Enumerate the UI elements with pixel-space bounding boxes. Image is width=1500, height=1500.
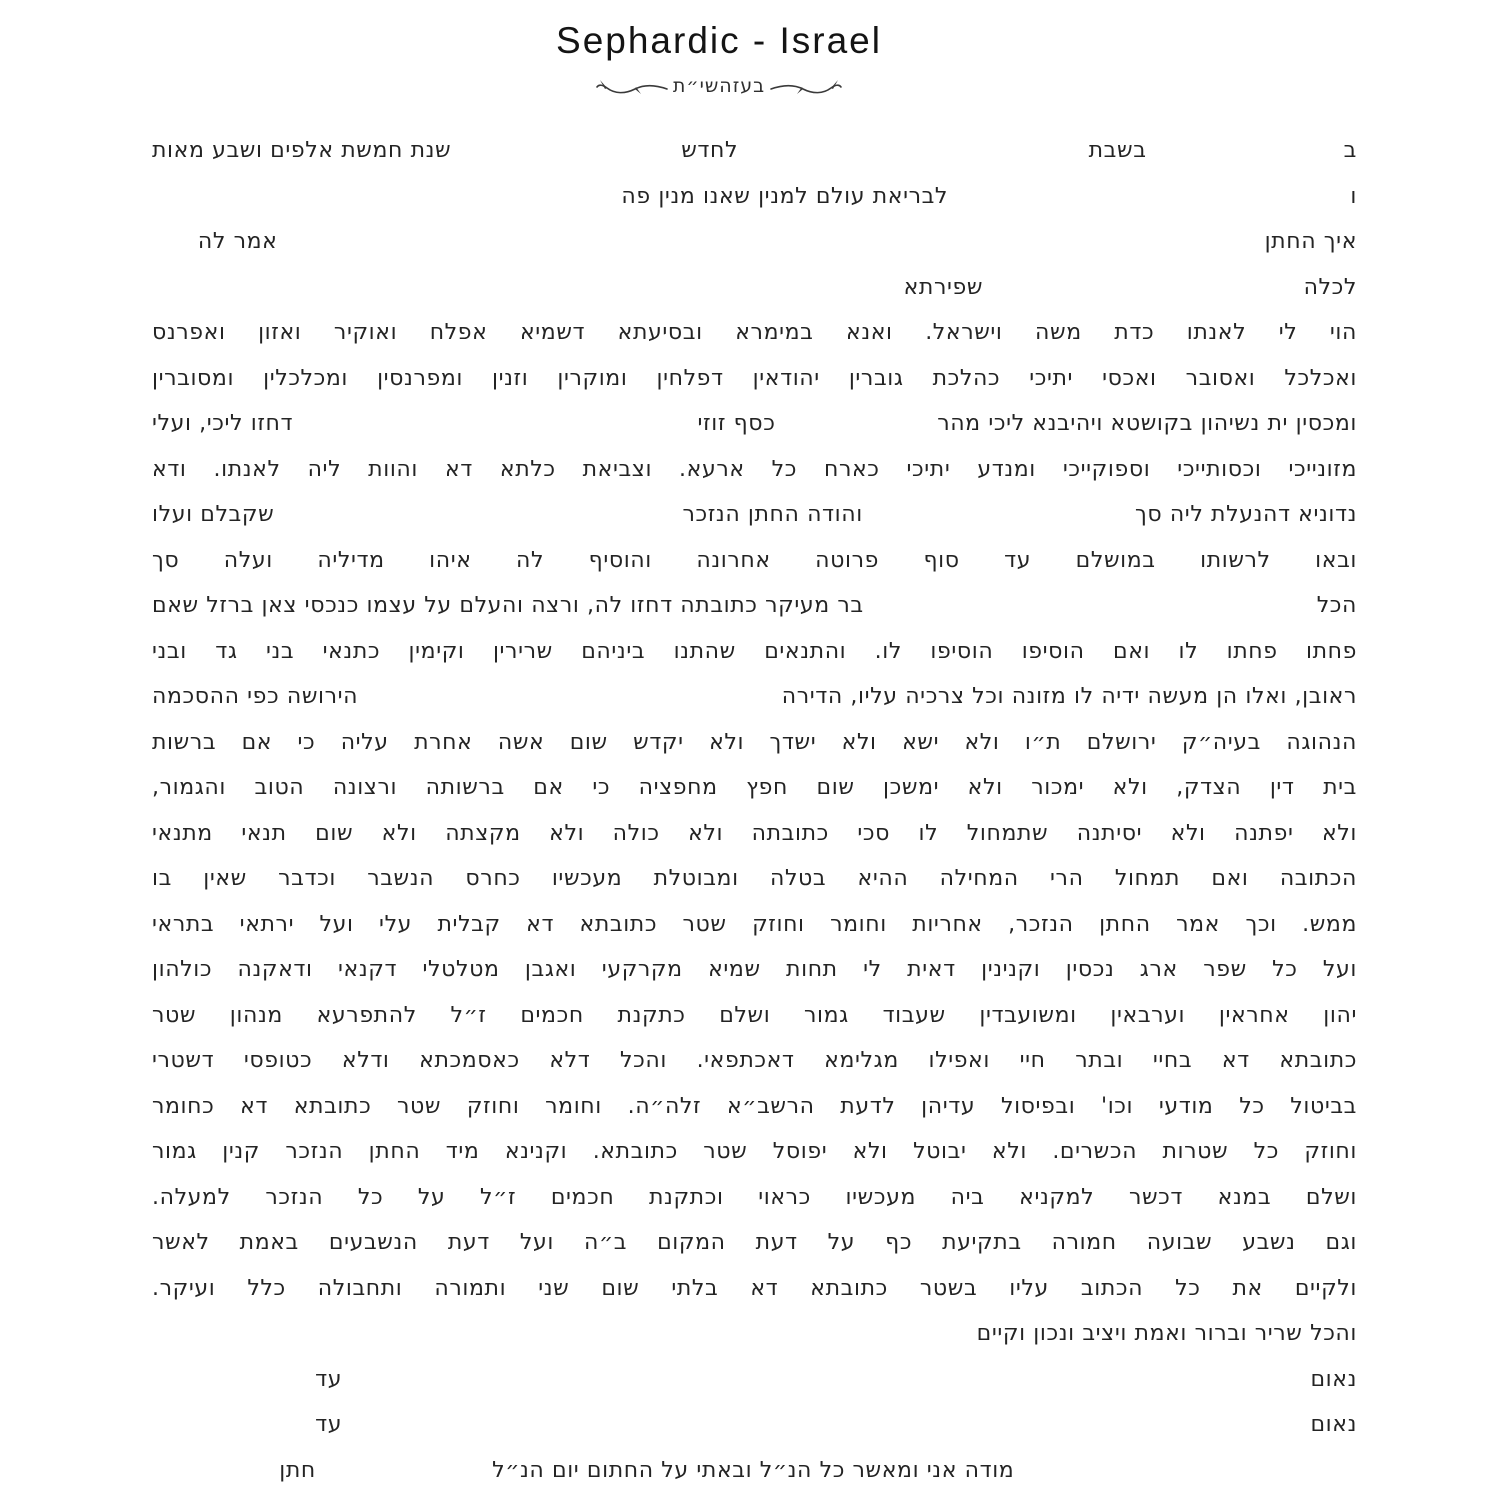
- ketubah-line: [152, 765, 1357, 811]
- text-segment: ולא יפתנה ולא יסיתנה שתמחול לו סכי כתובתה ולא כולה ולא מקצתה ולא שום תנאי מתנאי: [152, 820, 1357, 846]
- text-segment: נדוניא דהנעלת ליה סך: [1134, 502, 1357, 527]
- text-segment: בשבת: [1088, 138, 1147, 163]
- fill-in-blank: [948, 202, 1350, 203]
- text-segment: ומכסין ית נשיהון בקושטא ויהיבנא ליכי מהר: [937, 411, 1357, 436]
- ketubah-line: [152, 1311, 1357, 1357]
- fill-in-blank: [152, 1476, 279, 1477]
- fill-in-blank: [277, 247, 1264, 248]
- page-title: Sephardic - Israel: [556, 20, 882, 61]
- text-segment: והכל שריר וברור ואמת ויציב ונכון וקיים: [976, 1321, 1357, 1346]
- text-segment: ראובן, ואלו הן מעשה ידיה לו מזונה וכל צרכיה עליו, הדירה: [781, 684, 1357, 709]
- ketubah-body: [152, 128, 1357, 1493]
- text-segment: בית דין הצדק, ולא ימכור ולא ימשכן שום חפץ מחפציה כי אם ברשותה ורצונה הטוב והגמור,: [152, 775, 1357, 800]
- ketubah-line: [152, 947, 1357, 993]
- fill-in-blank: [152, 1430, 315, 1431]
- ketubah-line: [152, 1357, 1357, 1403]
- text-segment: עד: [315, 1412, 343, 1437]
- text-segment: וגם נשבע שבועה חמורה בתקיעת כף על דעת המקום ב״ה ועל דעת הנשבעים באמת לאשר: [152, 1230, 1357, 1255]
- blessing-ornament: [0, 76, 1469, 104]
- ketubah-line: [152, 1220, 1357, 1266]
- ketubah-line: [152, 447, 1357, 493]
- ketubah-line: [152, 310, 1357, 356]
- ketubah-line: [152, 811, 1357, 857]
- text-segment: הירושה כפי ההסכמה: [152, 684, 359, 709]
- text-segment: אמר לה: [197, 229, 278, 254]
- fill-in-blank: [1147, 156, 1344, 157]
- flourish-left-icon: [595, 76, 669, 100]
- fill-in-blank: [342, 1430, 1310, 1431]
- text-segment: בביטול כל מודעי וכו' ובפיסול עדיהן לדעת הרשב״א זלה״ה. וחומר וחוזק שטר כתובתא דא כחומר: [152, 1093, 1357, 1119]
- ketubah-line: [152, 856, 1357, 902]
- text-segment: ואכלכל ואסובר ואכסי יתיכי כהלכת גוברין יהודאין דפלחין ומוקרין וזנין ומפרנסין ומכלכלין ומסוברין: [152, 365, 1357, 391]
- fill-in-blank: [864, 611, 1317, 612]
- fill-in-blank: [1014, 1476, 1357, 1477]
- text-segment: נאום: [1310, 1366, 1357, 1392]
- ketubah-line: [152, 720, 1357, 766]
- ketubah-line: [152, 583, 1357, 629]
- ketubah-line: [152, 401, 1357, 447]
- text-segment: הוי לי לאנתו כדת משה וישראל. ואנא במימרא ובסיעתא דשמיא אפלח ואוקיר ואזון ואפרנס: [152, 320, 1357, 345]
- text-segment: חתן: [279, 1457, 316, 1483]
- text-segment: ושלם במנא דכשר למקניא ביה מעכשיו כראוי וכתקנת חכמים ז״ל על כל הנזכר למעלה.: [152, 1184, 1357, 1210]
- text-segment: ועל כל שפר ארג נכסין וקנינין דאית לי תחות שמיא מקרקעי ואגבן מטלטלי דקנאי ודאקנה כולהון: [152, 957, 1357, 982]
- text-segment: לחדש: [681, 138, 739, 163]
- ketubah-line: [152, 174, 1357, 220]
- ornament-text: בעזהשי״ת: [672, 75, 766, 97]
- ketubah-line: [152, 902, 1357, 948]
- ketubah-line: [152, 219, 1357, 265]
- fill-in-blank: [152, 202, 621, 203]
- text-segment: עד: [315, 1366, 343, 1392]
- ketubah-line: [152, 674, 1357, 720]
- ketubah-line: [152, 1402, 1357, 1448]
- text-segment: ולקיים את כל הכתוב עליו בשטר כתובתא דא בלתי שום שני ותמורה ותחבולה כלל ועיקר.: [152, 1275, 1357, 1301]
- text-segment: ו: [1350, 183, 1357, 209]
- text-segment: מזונייכי וכסותייכי וספוקייכי ומנדע יתיכי כארח כל ארעא. וצביאת כלתא דא והוות ליה לאנתו. ודא: [152, 456, 1357, 482]
- text-segment: לכלה: [1303, 274, 1357, 300]
- ketubah-line: [152, 1129, 1357, 1175]
- ketubah-line: [152, 1266, 1357, 1312]
- text-segment: נאום: [1310, 1412, 1357, 1437]
- ketubah-line: [152, 492, 1357, 538]
- ketubah-line: [152, 356, 1357, 402]
- fill-in-blank: [358, 702, 782, 703]
- fill-in-blank: [152, 247, 198, 248]
- ketubah-line: [152, 1448, 1357, 1494]
- fill-in-blank: [775, 429, 937, 430]
- ketubah-line: [152, 1084, 1357, 1130]
- ketubah-line: [152, 629, 1357, 675]
- text-segment: הכתובה ואם תמחול הרי המחילה ההיא בטלה ומבוטלת מעכשיו כחרס הנשבר וכדבר שאין בו: [152, 866, 1357, 891]
- text-segment: ממש. וכך אמר החתן הנזכר, אחריות וחומר וחוזק שטר כתובתא דא קבלית עלי ועל ירתאי בתראי: [152, 911, 1357, 937]
- ketubah-line: [152, 1175, 1357, 1221]
- text-segment: שנת חמשת אלפים ושבע מאות: [152, 138, 452, 163]
- text-segment: כתובתא דא בחיי ובתר חיי ואפילו מגלימא דאכתפאי. והכל דלא כאסמכתא ודלא כטופסי דשטרי: [152, 1048, 1357, 1073]
- fill-in-blank: [316, 1476, 492, 1477]
- ketubah-line: [152, 993, 1357, 1039]
- text-segment: דחזו ליכי, ועלי: [152, 411, 294, 436]
- fill-in-blank: [152, 1385, 315, 1386]
- fill-in-blank: [863, 520, 1135, 521]
- fill-in-blank: [342, 1385, 1310, 1386]
- text-segment: פחתו פחתו לו ואם הוסיפו הוסיפו לו. והתנאים שהתנו ביניהם שרירין וקימין כתנאי בני גד ובני: [152, 638, 1357, 664]
- ketubah-line: [152, 265, 1357, 311]
- fill-in-blank: [293, 429, 697, 430]
- fill-in-blank: [451, 156, 681, 157]
- text-segment: ובאו לרשותו במושלם עד סוף פרוטה אחרונה והוסיף לה איהו מדיליה ועלה סך: [152, 547, 1357, 573]
- text-segment: איך החתן: [1264, 229, 1357, 254]
- text-segment: לבריאת עולם למנין שאנו מנין פה: [621, 183, 949, 209]
- text-segment: שפירתא: [903, 274, 984, 300]
- text-segment: הנהוגה בעיה״ק ירושלם ת״ו ולא ישא ולא ישדך ולא יקדש שום אשה אחרת עליה כי אם ברשות: [152, 729, 1357, 755]
- text-segment: יהון אחראין וערבאין ומשועבדין שעבוד גמור ושלם כתקנת חכמים ז״ל להתפרעא מנהון שטר: [152, 1002, 1357, 1028]
- fill-in-blank: [738, 156, 1089, 157]
- ketubah-line: [152, 1038, 1357, 1084]
- fill-in-blank: [983, 293, 1304, 294]
- text-segment: כסף זוזי: [697, 411, 776, 436]
- text-segment: שקבלם ועלו: [152, 502, 275, 527]
- text-segment: בר מעיקר כתובתה דחזו לה, ורצה והעלם על עצמו כנכסי צאן ברזל שאם: [152, 593, 864, 618]
- fill-in-blank: [152, 1339, 977, 1340]
- text-segment: והודה החתן הנזכר: [682, 502, 863, 527]
- ketubah-line: [152, 128, 1357, 174]
- text-segment: ב: [1343, 138, 1357, 163]
- fill-in-blank: [152, 293, 904, 294]
- ketubah-line: [152, 538, 1357, 584]
- text-segment: מודה אני ומאשר כל הנ״ל ובאתי על החתום יום הנ״ל: [492, 1457, 1015, 1483]
- text-segment: הכל: [1316, 593, 1357, 618]
- fill-in-blank: [274, 520, 682, 521]
- text-segment: וחוזק כל שטרות הכשרים. ולא יבוטל ולא יפוסל שטר כתובתא. וקנינא מיד החתן הנזכר קנין גמור: [152, 1139, 1357, 1164]
- flourish-right-icon: [769, 76, 843, 100]
